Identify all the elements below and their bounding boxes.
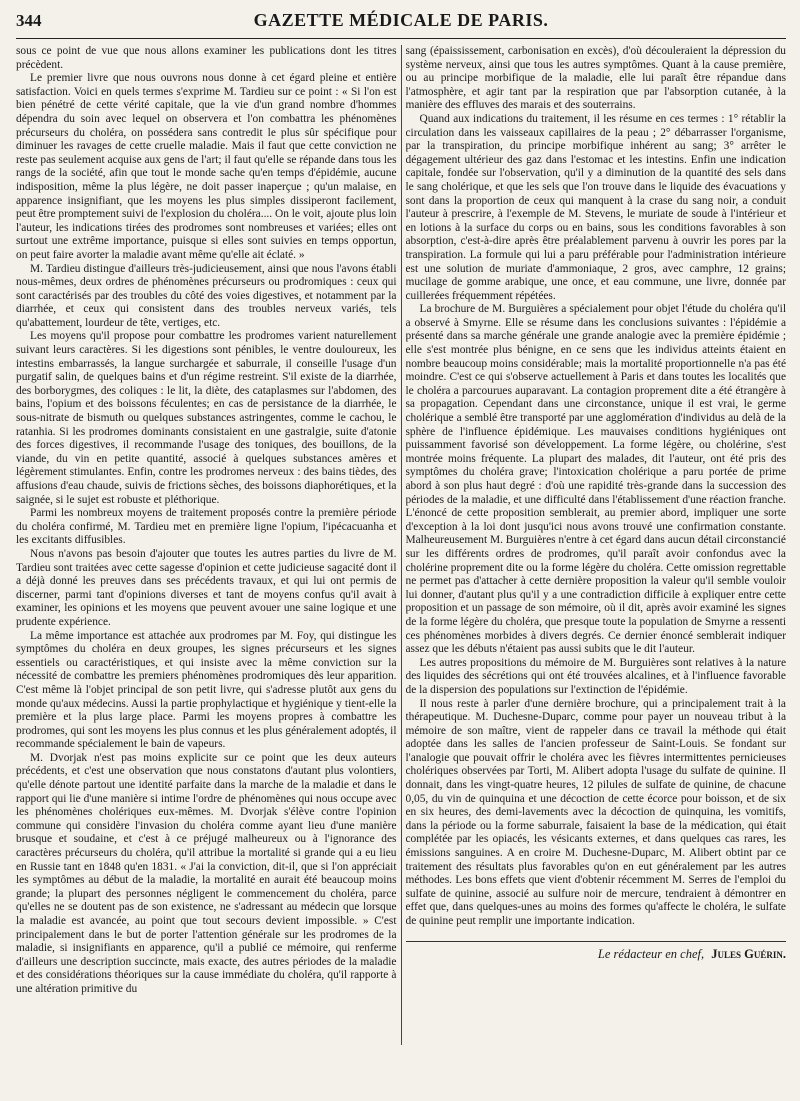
- paragraph: M. Tardieu distingue d'ailleurs très-judicieusement, ainsi que nous l'avons établi nous-mêmes, deux ordres de phénomènes précurseurs ou prodromiques : ceux qui sont caractérisés par des troubles du côté des voies digestives, et notamment par la diarrhée, et ceux qui consistent dans des troubles nerveux variés, tels qu'abattement, lourdeur de tête, vertiges, etc.: [16, 262, 397, 329]
- page-header: [16, 10, 786, 36]
- signature-block: [406, 941, 787, 962]
- signature-prefix: Le rédacteur en chef,: [597, 946, 705, 961]
- paragraph: Les autres propositions du mémoire de M. Burguières sont relatives à la nature des liquides des sécrétions qui ont été trouvées alcalines, et à l'influence favorable de la dispersion des populations sur l'extinction de l'épidémie.: [405, 656, 786, 696]
- left-column: [16, 45, 397, 1045]
- paragraph: La brochure de M. Burguières a spécialement pour objet l'étude du choléra qu'il a observé à Smyrne. Elle se résume dans les conclusions suivantes : l'épidémie a présenté dans sa marche générale une grande analogie avec la première épidémie ; elle s'est montrée plus bénigne, en ce sens que les individus atteints étaient en nombre beaucoup moins considérable; mais la mortalité proportionnelle n'a pas été moindre. C'est ce qui s'observe actuellement à Paris et dans toutes les localités que le choléra a parcourues auparavant. La contagion proprement dite a été étrangère à sa propagation. Cependant dans une circonstance, unique il est vrai, le germe cholérique a semblé être transporté par une agglomération d'individus au delà de la sphère de l'influence épidémique. Les mauvaises conditions hygiéniques ont puissamment favorisé son développement. La forme légère, ou cholérine, s'est montrée moins fréquente. La plupart des malades, dit l'auteur, ont été pris des symptômes du choléra grave; l'intoxication cholérique a paru portée de prime abord à son plus haut degré : d'où une rapidité très-grande dans la succession des périodes de la maladie, et une difficulté dans l'établissement d'une réaction franche. L'énoncé de cette proposition semblerait, au premier abord, impliquer une sorte d'exception à la loi dont jusqu'ici nous avons trouvé une confirmation constante. Malheureusement M. Burguières n'entre à cet égard dans aucun détail circonstancié sur les différents ordres de prodromes, qu'il paraît avoir confondus avec la cholérine proprement dite ou la forme légère du choléra. Cette omission regrettable ne permet pas d'attacher à cette dernière proposition la valeur qu'il semble vouloir lui donner, d'autant plus qu'il y a une contradiction difficile à expliquer entre cette proposition et un passage de son mémoire, où il dit, après avoir examiné les signes de la forme légère du choléra, que presque toute la population de Smyrne a ressenti ces phénomènes morbides à divers degrés. Ce dernier énoncé semblerait indiquer assez que les débuts n'étaient pas aussi subits que le dit l'auteur.: [405, 303, 786, 656]
- paragraph: Nous n'avons pas besoin d'ajouter que toutes les autres parties du livre de M. Tardieu sont traitées avec cette sagesse d'opinion et cette judicieuse sagacité dont il a déjà donné les preuves dans ses précédents travaux, et qui lui ont permis de discerner, parmi tant d'opinions diverses et tant de moyens confus qu'il avait à examiner, les opinions et les moyens que peuvent avouer une saine logique et une prudente expérience.: [16, 547, 397, 628]
- paragraph: Parmi les nombreux moyens de traitement proposés contre la première période du choléra confirmé, M. Tardieu met en première ligne l'opium, l'ipécacuanha et les excitants diffusibles.: [16, 507, 397, 547]
- paragraph: sang (épaississement, carbonisation en excès), d'où découleraient la dépression du système nerveux, ainsi que tous les autres symptômes. Quant à la cause première, ou au principe morbifique de la maladie, elle lui paraît être répandue dans l'atmosphère, et agir tant par la respiration que par l'absorption cutanée, à la manière des effluves des marais et des souterrains.: [405, 45, 786, 112]
- paragraph: Les moyens qu'il propose pour combattre les prodromes varient naturellement suivant leurs caractères. Si les digestions sont pénibles, le ventre douloureux, les intestins embarrassés, la langue surchargée et saburrale, il conseille l'usage d'un purgatif salin, de quelques bains et d'un régime restreint. S'il existe de la diarrhée, des borborygmes, des coliques : le lit, la diète, des cataplasmes sur l'abdomen, des bains, l'opium et des boissons féculentes; en cas de persistance de la diarrhée, le sous-nitrate de bismuth ou quelques substances astringentes, comme le cachou, le ratanhia. Si les prodromes dominants consistaient en une gastralgie, suite d'atonie des forces digestives, il recommande l'usage des toniques, des bouillons, de la viande, du vin en petite quantité, associé à quelques substances amères et légèrement stimulantes. Enfin, contre les prodromes nerveux : des bains tièdes, des affusions d'eau chaude, suivis de frictions sèches, des boissons diaphorétiques, et la saignée, si le sujet est robuste et pléthorique.: [16, 330, 397, 506]
- column-divider: [401, 45, 402, 1045]
- paragraph: sous ce point de vue que nous allons examiner les publications dont les titres précèdent.: [16, 45, 397, 71]
- signature-name: Jules Guérin.: [711, 946, 786, 961]
- article-columns: [16, 45, 786, 1045]
- paragraph: M. Dvorjak n'est pas moins explicite sur ce point que les deux auteurs précédents, et c'est une observation que nous constatons d'autant plus volontiers, qu'elle dénote partout une identité parfaite dans la marche de la maladie et dans le rapport qui lie d'une manière si intime l'ordre de phénomènes qui nous occupe avec les phénomènes cholériques eux-mêmes. M. Dvorjak s'élève contre l'opinion commune qui considère l'invasion du choléra comme ayant lieu d'une manière brusque et soudaine, et c'est à ce préjugé malheureux ou à l'ignorance des caractères précurseurs du choléra, qu'il attribue la mortalité si grande qui a eu lieu en Russie tant en 1848 qu'en 1831. « J'ai la conviction, dit-il, que si l'on appréciait les symptômes au début de la maladie, la mortalité en aurait été beaucoup moins grande; la plupart des personnes négligent le commencement du choléra, parce qu'elles ne se doutent pas de son existence, ne s'adressant au médecin que lorsque la maladie est avancée, au point que tout secours devient impossible. » C'est principalement dans le but de porter l'attention générale sur les prodromes de la maladie, si insignifiants en apparence, qu'il a publié ce mémoire, qui renferme d'ailleurs une description succincte, mais exacte, des autres périodes de la maladie et des considérations théoriques sur la cause immédiate du choléra, qu'il rapporte à une altération primitive du: [16, 751, 397, 995]
- page-number: 344: [16, 11, 42, 30]
- right-column: [406, 45, 787, 1045]
- paragraph: Quand aux indications du traitement, il les résume en ces termes : 1° rétablir la circulation dans les vaisseaux capillaires de la peau ; 2° débarrasser l'organisme, par la transpiration, du principe morbifique inhérent au sang; 3° arrêter le dégagement ultérieur des gaz dans l'estomac et les intestins. Enfin une indication capitale, fondée sur l'observation, qu'il y a diminution de la quantité des sels dans le sang cholérique, et que les sels que l'on trouve dans le liquide des évacuations y sont dans la proportion de ceux qui manquent à la crase du sang noir, a conduit l'auteur à prescrire, à l'exemple de M. Stevens, le muriate de soude à l'intérieur et en lotions à la surface du corps ou en bains, sous les conditions favorables à son absorption, c'est-à-dire après être préalablement parvenu à ouvrir les pores par la transpiration. La formule qui lui a paru préférable pour l'administration intérieure est une solution de muriate d'ammoniaque, 2 gros, avec camphre, 12 grains; mucilage de gomme arabique, une once, et eau commune, une livre, donnée par cuillerées fréquemment répétées.: [405, 112, 786, 302]
- paragraph: Le premier livre que nous ouvrons nous donne à cet égard pleine et entière satisfaction. Voici en quels termes s'exprime M. Tardieu sur ce point : « Si l'on est bien pénétré de cette vérité capitale, que la vie d'un grand nombre d'hommes dépendra du soin avec lequel on observera et l'on combattra les phénomènes précurseurs du choléra, on possédera sans contredit le plus sûr spécifique pour diminuer les ravages de cette cruelle maladie. Mais il faut que cette conviction ne reste pas seulement acquise aux gens de l'art; il faut qu'elle se répande dans tous les rangs de la société, afin que tout le monde sache qu'en temps d'épidémie, aucune indisposition, même la plus légère, ne doit passer inaperçue ; qu'un malaise, en apparence insignifiant, que les moyens les plus simples dissiperont facilement, peut être promptement suivi de l'explosion du choléra.... On le voit, ajoute plus loin l'auteur, les indications tirées des prodromes sont nombreuses et variées; elles ont surtout une extrême importance, puisque si elles sont suivies en temps opportun, on peut faire avorter la maladie avant même qu'elle ait éclaté. »: [16, 72, 397, 261]
- header-rule: [16, 38, 786, 39]
- publication-title: GAZETTE MÉDICALE DE PARIS.: [253, 10, 549, 30]
- paragraph: Il nous reste à parler d'une dernière brochure, qui a principalement trait à la thérapeutique. M. Duchesne-Duparc, comme pour payer un nouveau tribut à la mémoire de son maître, vient de rappeler dans ce travail la méthode qui était adoptée dans les salles de l'ancien professeur de Saint-Louis. Se fondant sur l'analogie que pouvait offrir le choléra avec les fièvres intermittentes pernicieuses cholériques observées par Torti, M. Alibert adopta l'usage du sulfate de quinine. Il donnait, dans les vingt-quatre heures, 12 pilules de sulfate de quinine, de chacune 0,05, du vin de quinquina et une décoction de cette écorce pour boisson, et de six en six heures, des demi-lavements avec la décoction de quinquina, les vomitifs, dans la période ou la forme saburrale, faisaient la base de la médication, qui était complétée par les opiacés, les vésicants externes, et dans quelques cas rares, les émissions sanguines. A en croire M. Duchesne-Duparc, M. Alibert obtint par ce traitement des résultats plus favorables qu'on en eut généralement par les autres méthodes. Les bons effets que vient d'obtenir récemment M. Serres de l'emploi du sulfate de quinine, associé au sulfure noir de mercure, tendraient à démontrer en effet que, dans quelques-unes au moins des formes qu'affecte le choléra, le sulfate de quinine peut remplir une importante indication.: [405, 697, 786, 927]
- paragraph: La même importance est attachée aux prodromes par M. Foy, qui distingue les symptômes du choléra en deux groupes, les signes précurseurs et les signes essentiels ou caractéristiques, et qui insiste avec la même conviction sur la nécessité de combattre les premiers phénomènes prodromiques dès leur apparition. C'est même là l'objet principal de son petit livre, qui s'adresse plutôt aux gens du monde qu'aux médecins. Aussi la partie prophylactique et hygiénique y tient-elle la première et la plus large place. Parmi les moyens propres à combattre les prodromes, qui sont les moyens les plus connus et les plus généralement adoptés, il recommande spécialement le bain de vapeurs.: [16, 629, 397, 751]
